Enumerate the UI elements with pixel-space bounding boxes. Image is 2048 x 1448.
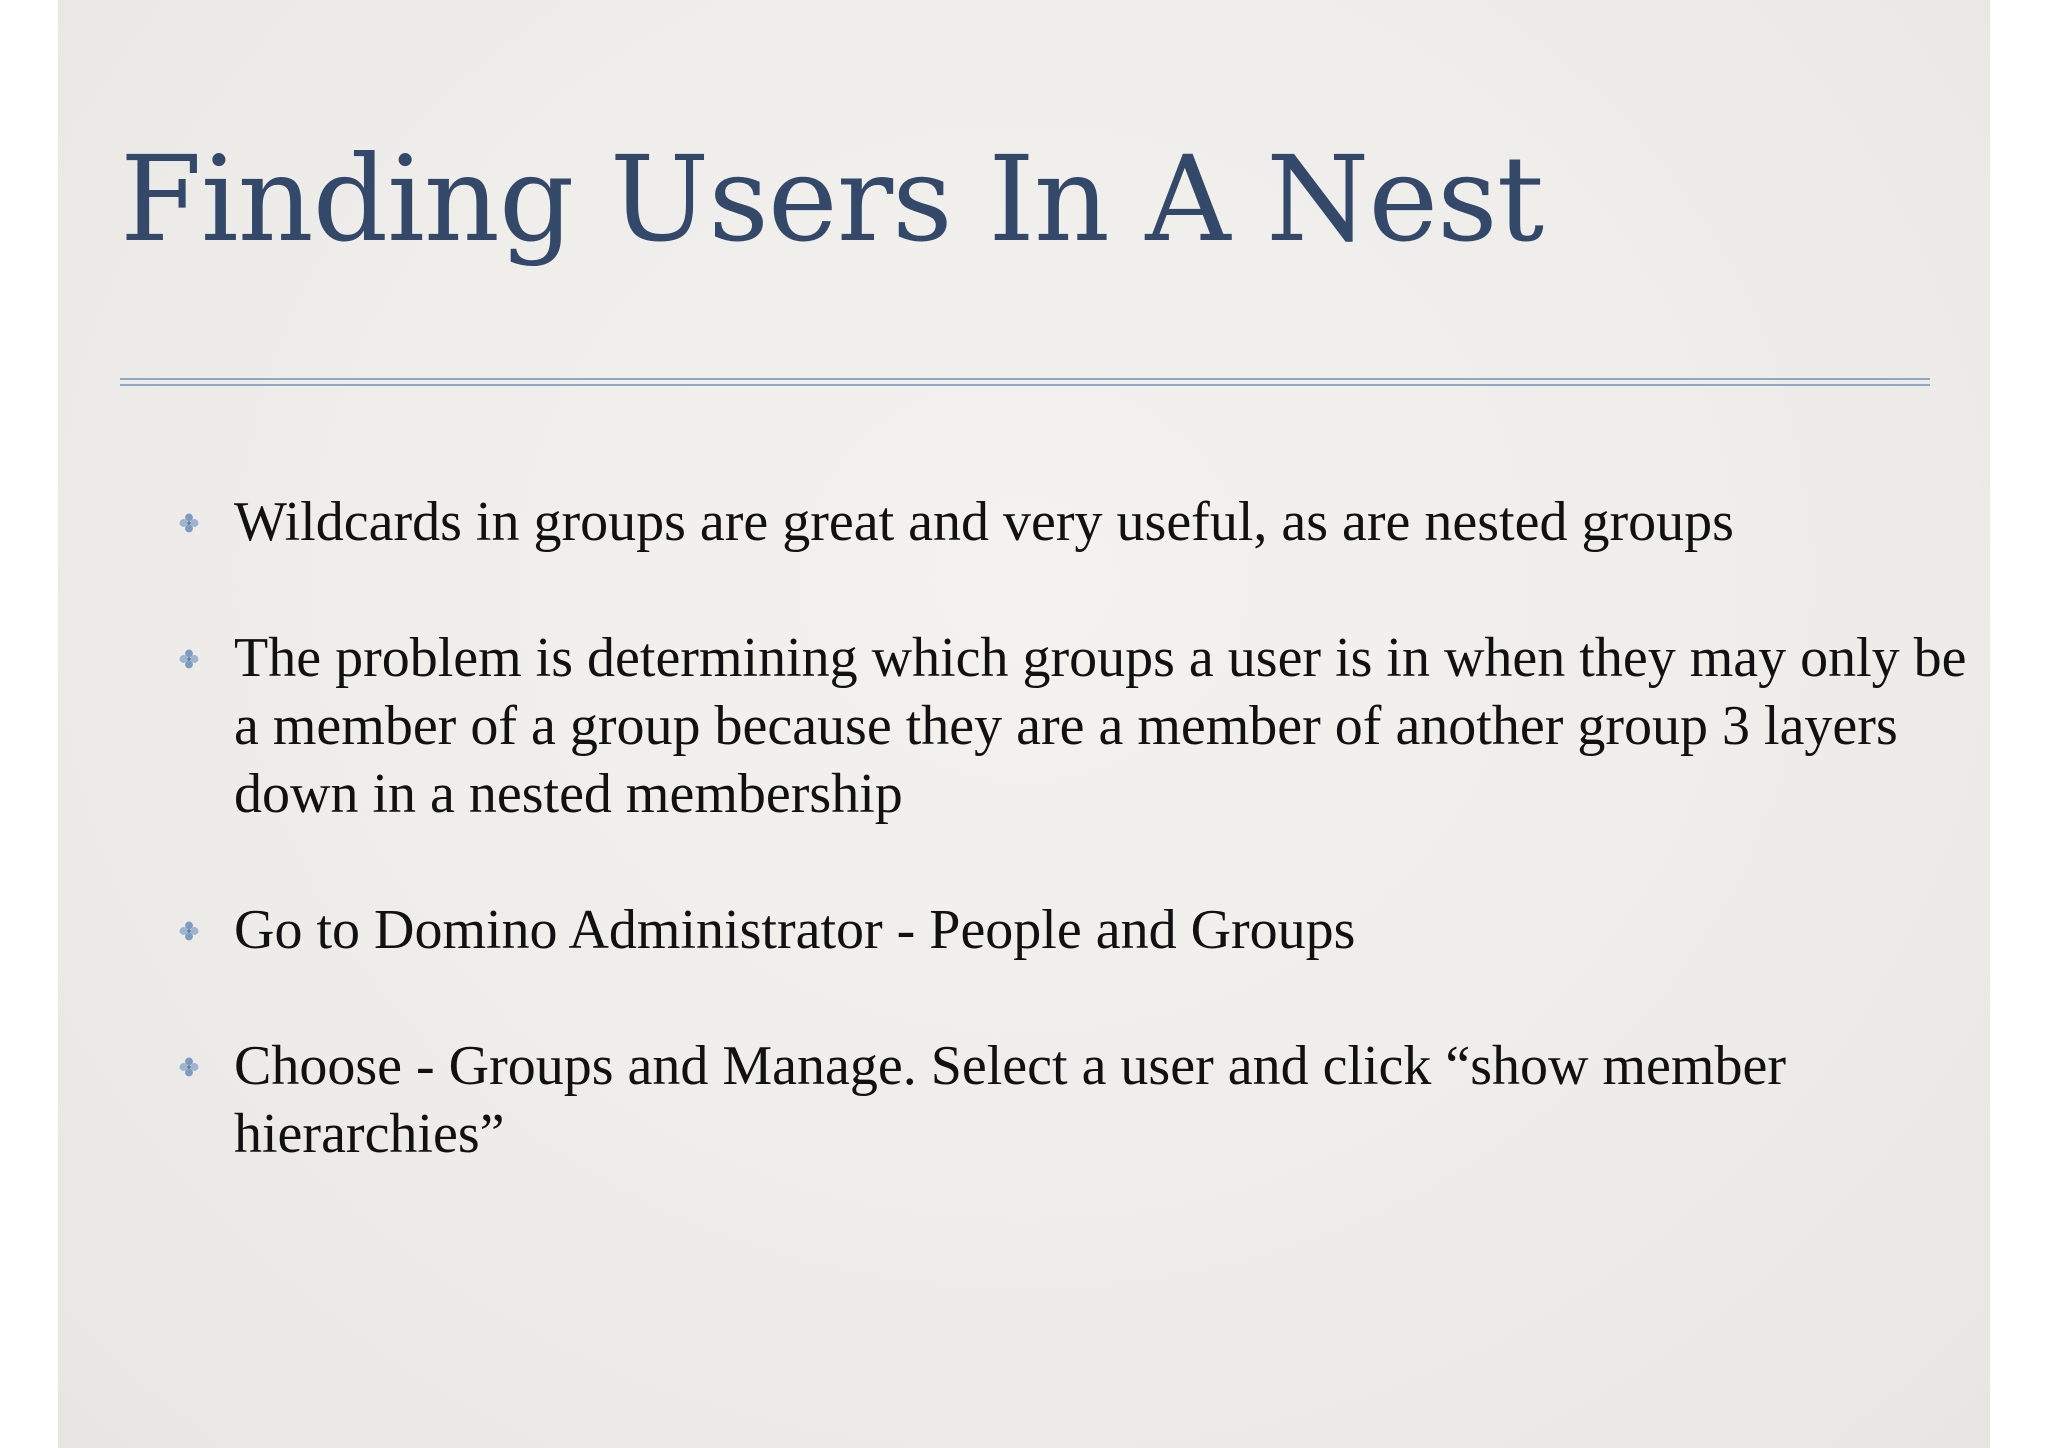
title-divider [120, 378, 1930, 387]
bullet-text: The problem is determining which groups a user is in when they may only be a member of a group because they are a member of another group 3 layers down in a nested membership [234, 627, 1967, 825]
four-petal-flower-icon [178, 512, 200, 534]
four-petal-flower-icon [178, 1056, 200, 1078]
four-petal-flower-icon [178, 920, 200, 942]
bullet-item-1 [178, 488, 1968, 556]
four-petal-flower-icon [178, 648, 200, 670]
bullet-text: Wildcards in groups are great and very useful, as are nested groups [234, 491, 1734, 553]
slide-title: Finding Users In A Nest [120, 130, 1544, 268]
divider-line-top [120, 378, 1930, 380]
bullet-text: Go to Domino Administrator - People and Groups [234, 899, 1356, 961]
slide [58, 0, 1990, 1448]
bullet-item-3 [178, 896, 1968, 964]
bullet-item-2 [178, 624, 1968, 828]
divider-line-bottom [120, 384, 1930, 386]
bullet-text: Choose - Groups and Manage. Select a user and click “show member hierarchies” [234, 1035, 1786, 1165]
bullet-item-4 [178, 1032, 1968, 1168]
bullet-list [178, 488, 1968, 1236]
